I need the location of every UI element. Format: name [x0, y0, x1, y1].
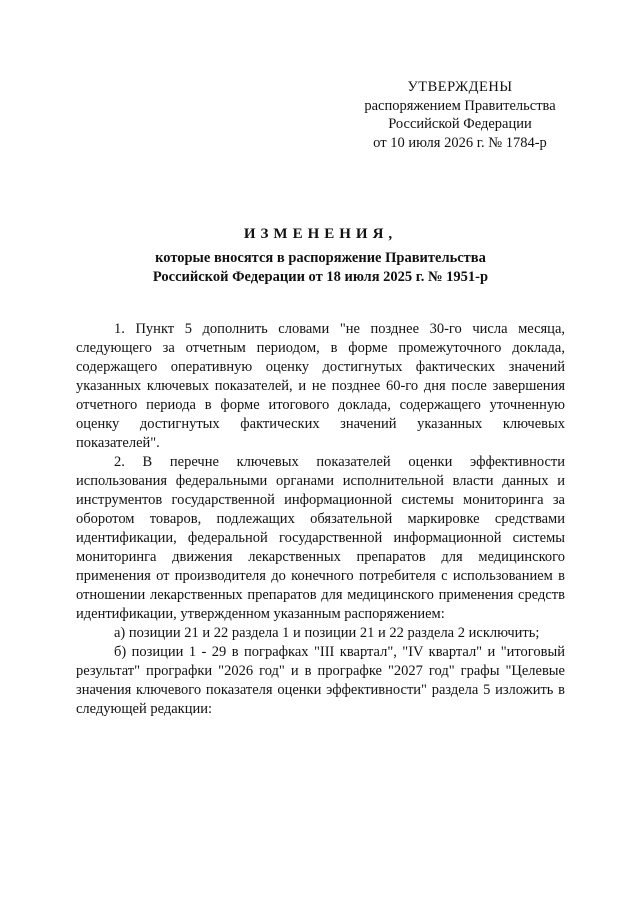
subtitle-line-2: Российской Федерации от 18 июля 2025 г. № 1951-р [152, 269, 489, 285]
subtitle-line-1: которые вносятся в распоряжение Правительства [155, 250, 486, 266]
paragraph-item-2: 2. В перечне ключевых показателей оценки эффективности использования федеральными органами исполнительной власти данных и инструментов государственной информационной системы мониторинга за оборотом товаров, подлежащих обязательной маркировке средствами идентификации, федеральной государственной информационной системы мониторинга движения лекарственных препаратов для медицинского применения от производителя до конечного потребителя с использованием в отношении лекарственных препаратов для медицинского применения средств идентификации, утвержденном указанным распоряжением: [76, 454, 565, 622]
paragraph-subitem-b: б) позиции 1 - 29 в пографках "III квартал", "IV квартал" и "итоговый результат" прографки "2026 год" и в прографке "2027 год" графы "Целевые значения ключевого показателя оценки эффективности" раздела 5 изложить в следующей редакции: [76, 644, 565, 717]
paragraph-item-1: 1. Пункт 5 дополнить словами "не позднее 30-го числа месяца, следующего за отчетным периодом, в форме промежуточного доклада, содержащего оперативную оценку достигнутых фактических значений указанных ключевых показателей, и не позднее 60-го дня после завершения отчетного периода в форме итогового доклада, содержащего уточненную оценку достигнутых фактических значений указанных ключевых показателей". [76, 321, 565, 451]
approval-line-1: распоряжением Правительства [364, 97, 556, 114]
document-subtitle [76, 249, 565, 287]
document-body [76, 320, 565, 719]
document-title: ИЗМЕНЕНИЯ, [243, 226, 398, 242]
approval-stamp [350, 78, 570, 152]
approval-line-3: от 10 июля 2026 г. № 1784-р [373, 134, 547, 151]
approval-title: УТВЕРЖДЕНЫ [407, 79, 513, 95]
approval-line-2: Российской Федерации [388, 116, 532, 132]
paragraph-subitem-a: а) позиции 21 и 22 раздела 1 и позиции 21 и 22 раздела 2 исключить; [114, 625, 540, 641]
